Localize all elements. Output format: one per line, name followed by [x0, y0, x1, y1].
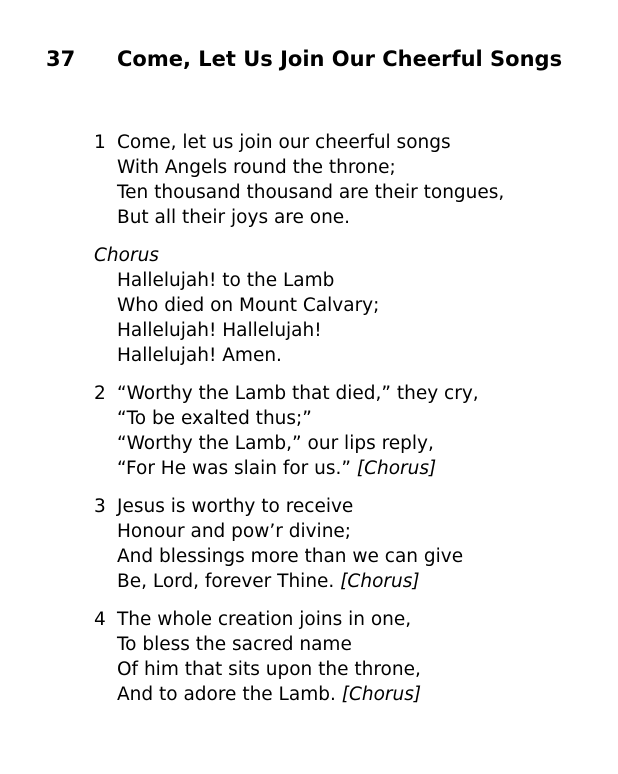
verse-line: Jesus is worthy to receive	[117, 496, 354, 517]
verse-2	[94, 381, 504, 481]
verse-line: Of him that sits upon the throne,	[117, 659, 421, 680]
verse-3	[94, 494, 504, 594]
chorus-reference: [Chorus]	[340, 571, 420, 592]
hymn-number: 37	[46, 47, 76, 71]
verse-number: 2	[94, 383, 106, 404]
verse-line	[117, 569, 504, 594]
hymn-title: Come, Let Us Join Our Cheerful Songs	[117, 47, 563, 71]
verse-line: To bless the sacred name	[117, 634, 352, 655]
verse-line: “To be exalted thus;”	[117, 408, 312, 429]
verse-line: But all their joys are one.	[117, 207, 351, 228]
hymn-header	[46, 44, 562, 74]
verse-line	[117, 456, 504, 481]
chorus-reference: [Chorus]	[341, 684, 422, 705]
verse-line: “Worthy the Lamb that died,” they cry,	[117, 383, 479, 404]
chorus-line: Hallelujah! Amen.	[117, 345, 282, 366]
verse-number: 3	[94, 496, 106, 517]
verse-line: Honour and pow’r divine;	[117, 521, 352, 542]
chorus-reference: [Chorus]	[356, 458, 437, 479]
verse-number: 1	[94, 132, 106, 153]
verse-number: 4	[94, 609, 106, 630]
verse-line-text: Be, Lord, forever Thine.	[117, 571, 335, 592]
verse-1	[94, 130, 504, 230]
verse-line: Come, let us join our cheerful songs	[117, 132, 451, 153]
verse-line: “Worthy the Lamb,” our lips reply,	[117, 433, 434, 454]
verse-line-text: “For He was slain for us.”	[117, 458, 351, 479]
verse-line: The whole creation joins in one,	[117, 609, 412, 630]
verse-line	[117, 682, 504, 707]
chorus	[94, 243, 504, 368]
verse-line: Ten thousand thousand are their tongues,	[117, 182, 505, 203]
chorus-line: Who died on Mount Calvary;	[117, 295, 380, 316]
chorus-line: Hallelujah! Hallelujah!	[117, 320, 322, 341]
verse-line-text: And to adore the Lamb.	[117, 684, 336, 705]
chorus-label: Chorus	[94, 245, 159, 266]
hymn-lyrics	[94, 130, 504, 720]
chorus-line: Hallelujah! to the Lamb	[117, 270, 335, 291]
verse-line: With Angels round the throne;	[117, 157, 396, 178]
verse-line: And blessings more than we can give	[117, 546, 464, 567]
verse-4	[94, 607, 504, 707]
